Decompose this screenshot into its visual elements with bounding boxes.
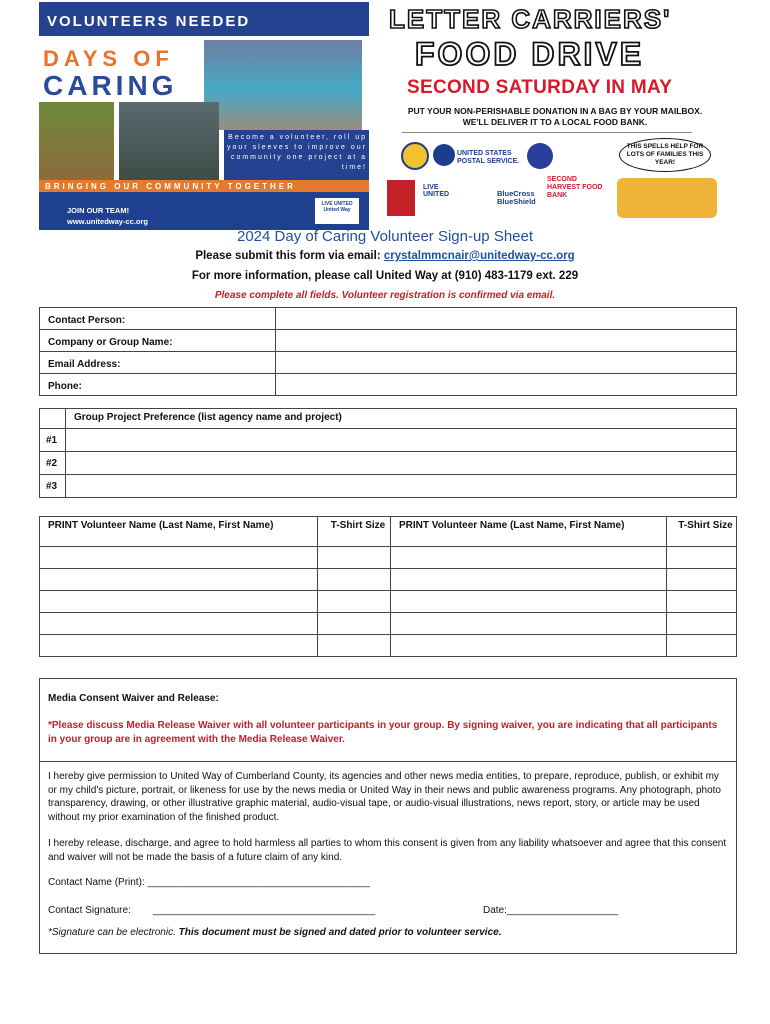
volunteer-rows (40, 547, 737, 657)
tshirt-size-cell[interactable] (667, 591, 737, 613)
volunteer-name-cell[interactable] (391, 547, 667, 569)
preference-number: #2 (40, 452, 66, 475)
volunteer-name-cell[interactable] (40, 569, 318, 591)
eagle-logo-icon (433, 144, 455, 166)
contact-name-print-field[interactable]: Contact Name (Print): ________________________________________ (48, 877, 370, 888)
tshirt-size-cell[interactable] (318, 591, 391, 613)
community-strip: BRINGING OUR COMMUNITY TOGETHER (39, 180, 369, 192)
tshirt-size-cell[interactable] (318, 635, 391, 657)
company-name-label: Company or Group Name: (40, 330, 276, 352)
volunteer-name-header: PRINT Volunteer Name (Last Name, First Name) (391, 517, 667, 547)
form-title: 2024 Day of Caring Volunteer Sign-up Sheet (236, 228, 534, 245)
contact-signature-field[interactable]: Contact Signature: ________________________________________ (48, 905, 376, 916)
bluecross-logo: BlueCross BlueShield (497, 189, 536, 206)
preference-number: #3 (40, 475, 66, 498)
tshirt-size-cell[interactable] (318, 547, 391, 569)
contact-person-label: Contact Person: (40, 308, 276, 330)
garden-photo (39, 102, 114, 180)
volunteer-name-cell[interactable] (40, 547, 318, 569)
phone-label: Phone: (40, 374, 276, 396)
email-field[interactable] (276, 352, 737, 374)
volunteer-name-cell[interactable] (40, 591, 318, 613)
preference-1-field[interactable] (66, 429, 737, 452)
food-cartoon (617, 178, 717, 218)
days-of-caring-banner (39, 2, 369, 230)
stamp-out-hunger-logo (387, 180, 415, 216)
volunteer-table (39, 516, 737, 657)
united-way-logo: LIVE UNITED United Way (315, 198, 359, 224)
volunteer-name-cell[interactable] (391, 635, 667, 657)
speech-bubble: THIS SPELLS HELP FOR LOTS OF FAMILIES THIS YEAR! (619, 138, 711, 172)
volunteer-row (40, 569, 737, 591)
tshirt-size-cell[interactable] (667, 635, 737, 657)
waiver-release-text: I hereby release, discharge, and agree to hold harmless all parties to whom this consent is given from any liability whatsoever and agree that this consent and waiver will not be made the basis of a future claim of any kind. (48, 838, 727, 863)
usps-logo: UNITED STATES POSTAL SERVICE. (457, 150, 520, 165)
volunteer-name-cell[interactable] (391, 591, 667, 613)
live-united-logo: LIVE UNITED (423, 184, 450, 198)
volunteers-needed-header: VOLUNTEERS NEEDED (39, 2, 369, 36)
contact-email-link[interactable]: crystalmmcnair@unitedway-cc.org (383, 250, 575, 262)
join-team-text: JOIN OUR TEAM! www.unitedway-cc.org (67, 206, 148, 226)
email-label: Email Address: (40, 352, 276, 374)
tshirt-size-cell[interactable] (667, 569, 737, 591)
volunteer-row (40, 613, 737, 635)
food-drive-banner (387, 2, 727, 230)
caring-text: CARING (43, 70, 178, 101)
preference-3-field[interactable] (66, 475, 737, 498)
union-logo-icon (527, 143, 553, 169)
food-drive-title: FOOD DRIVE (415, 36, 645, 72)
tshirt-size-header: T-Shirt Size (667, 517, 737, 547)
second-saturday-text: SECOND SATURDAY IN MAY (407, 77, 673, 98)
volunteer-name-header: PRINT Volunteer Name (Last Name, First Name) (40, 517, 318, 547)
days-of-text: DAYS OF (43, 46, 174, 71)
tshirt-size-header: T-Shirt Size (318, 517, 391, 547)
volunteers-photo (204, 40, 362, 130)
contact-person-field[interactable] (276, 308, 737, 330)
tshirt-size-cell[interactable] (667, 547, 737, 569)
waiver-heading: Media Consent Waiver and Release: (48, 693, 219, 704)
volunteer-row (40, 547, 737, 569)
second-harvest-logo: SECOND HARVEST FOOD BANK (547, 176, 603, 199)
volunteer-row (40, 635, 737, 657)
banner-tagline: Become a volunteer, roll up your sleeves to improve our community one project at a time! (227, 134, 367, 171)
tshirt-size-cell[interactable] (318, 569, 391, 591)
group-preference-header: Group Project Preference (list agency name and project) (66, 409, 737, 429)
company-name-field[interactable] (276, 330, 737, 352)
tshirt-size-cell[interactable] (318, 613, 391, 635)
donation-instructions: PUT YOUR NON-PERISHABLE DONATION IN A BAG BY YOUR MAILBOX. WE'LL DELIVER IT TO A LOCAL FOOD BANK. (407, 106, 703, 127)
waiver-notice: *Please discuss Media Release Waiver with all volunteer participants in your group. By signing waiver, you are indicating that all participants in your group are in agreement with the Media Release Waiver. (48, 720, 718, 745)
volunteer-row (40, 591, 737, 613)
group-preference-table (39, 408, 737, 498)
preference-2-field[interactable] (66, 452, 737, 475)
phone-field[interactable] (276, 374, 737, 396)
letter-carriers-title: LETTER CARRIERS' (389, 4, 672, 34)
volunteer-name-cell[interactable] (40, 635, 318, 657)
waiver-permission-text: I hereby give permission to United Way of Cumberland County, its agencies and other news media entities, to prepare, reproduce, publish, or exhibit my or my child's picture, portrait, or likeness for use by the news media or United Way in their news and public awareness programs. Any photograph, photo transparency, drawing, or other illustrative graphic material, audio-visual tape, or audio-visual illustrations, news report, story, or article may be used without my prior examination of the finished product. (48, 771, 721, 823)
date-field[interactable]: Date:____________________ (483, 905, 619, 916)
volunteer-name-cell[interactable] (391, 613, 667, 635)
completion-notice: Please complete all fields. Volunteer registration is confirmed via email. (214, 290, 556, 301)
volunteer-name-cell[interactable] (391, 569, 667, 591)
volunteer-name-cell[interactable] (40, 613, 318, 635)
signature-footnote: *Signature can be electronic. This document must be signed and dated prior to volunteer service. (48, 927, 502, 938)
submit-instructions: Please submit this form via email: crystalmmcnair@unitedway-cc.org (195, 250, 575, 262)
media-waiver-section (39, 678, 737, 954)
nalc-logo-icon (401, 142, 429, 170)
workshop-photo (119, 102, 219, 180)
tshirt-size-cell[interactable] (667, 613, 737, 635)
info-line: For more information, please call United Way at (910) 483-1179 ext. 229 (191, 270, 579, 282)
contact-table (39, 307, 737, 396)
preference-number: #1 (40, 429, 66, 452)
